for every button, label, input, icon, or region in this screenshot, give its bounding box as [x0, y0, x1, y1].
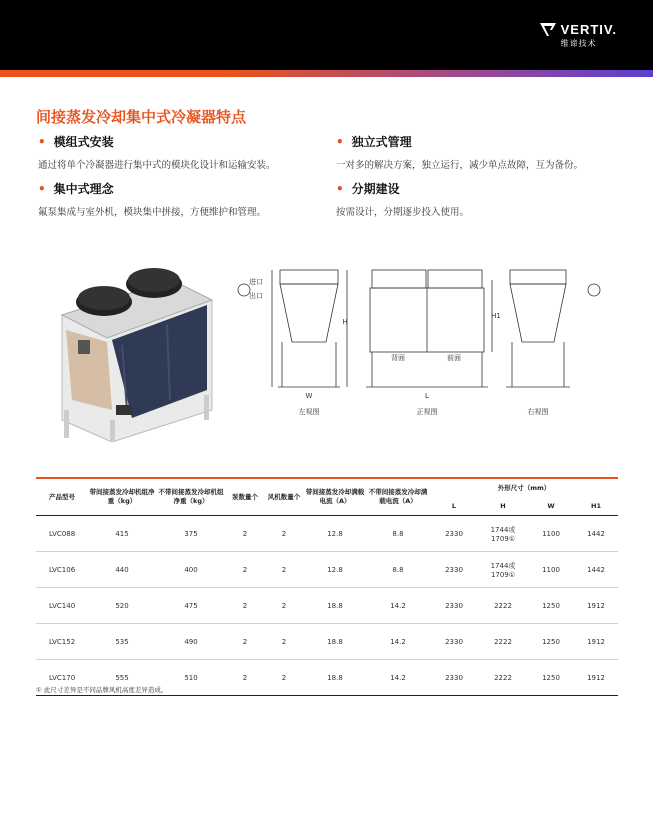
cell-fans: 2: [264, 660, 304, 696]
accent-gradient-bar: [0, 70, 653, 77]
cell-h1: 1442: [574, 552, 618, 588]
vertiv-logo-icon: [540, 23, 556, 37]
bullet-icon: •: [38, 134, 46, 149]
front-view-label: 正视图: [416, 408, 438, 416]
bullet-icon: •: [336, 134, 344, 149]
cell-fans: 2: [264, 624, 304, 660]
cell-h1: 1912: [574, 588, 618, 624]
feature-desc: 通过将单个冷凝器进行集中式的模块化设计和运输安装。: [38, 160, 276, 171]
feature-title: 分期建设: [351, 182, 400, 196]
feature-title: 独立式管理: [351, 135, 412, 149]
cell-l: 2330: [430, 624, 478, 660]
feature-centralized: [38, 180, 266, 218]
footnote: ① 此尺寸差异是不同品牌风机高度差异造成。: [36, 686, 168, 694]
cell-l: 2330: [430, 516, 478, 552]
cell-w: 1100: [528, 516, 574, 552]
cell-current-without: 14.2: [366, 624, 430, 660]
cell-model: LVC106: [36, 552, 88, 588]
cell-l: 2330: [430, 552, 478, 588]
cell-h: 2222: [478, 624, 528, 660]
col-model: 产品型号: [36, 478, 88, 516]
cell-weight-without: 400: [156, 552, 226, 588]
cell-weight-with: 555: [88, 660, 156, 696]
col-current-with: 带间接蒸发冷却满载电流（A）: [304, 478, 366, 516]
dim-h1-label: H1: [491, 312, 501, 320]
feature-desc: 氟泵集成与室外机，模块集中拼接，方便维护和管理。: [38, 207, 267, 218]
back-label: 背面: [391, 354, 405, 362]
dim-w-label: W: [305, 392, 313, 400]
bullet-icon: •: [38, 181, 46, 196]
cell-weight-with: 520: [88, 588, 156, 624]
cell-weight-without: 490: [156, 624, 226, 660]
cell-h: 1744或1709①: [478, 552, 528, 588]
page-title: 间接蒸发冷却集中式冷凝器特点: [36, 108, 247, 126]
inlet-label: 进口: [249, 278, 263, 286]
cell-weight-without: 375: [156, 516, 226, 552]
feature-desc: 按需设计，分期逐步投入使用。: [336, 207, 470, 218]
cell-h: 2222: [478, 660, 528, 696]
col-w: W: [528, 497, 574, 516]
cell-w: 1250: [528, 624, 574, 660]
dimension-drawings: [232, 262, 612, 422]
cell-model: LVC140: [36, 588, 88, 624]
cell-current-with: 18.8: [304, 624, 366, 660]
col-fans: 风机数量个: [264, 478, 304, 516]
feature-phased: [336, 180, 469, 218]
table-row: [36, 516, 618, 552]
right-view-label: 右视图: [527, 408, 549, 416]
bullet-icon: •: [336, 181, 344, 196]
cell-h1: 1442: [574, 516, 618, 552]
cell-weight-with: 535: [88, 624, 156, 660]
feature-independent: [336, 133, 583, 171]
col-h: H: [478, 497, 528, 516]
cell-pumps: 2: [226, 660, 264, 696]
feature-modular: [38, 133, 276, 171]
cell-current-with: 18.8: [304, 588, 366, 624]
cell-h: 1744或1709①: [478, 516, 528, 552]
front-label: 前面: [447, 354, 461, 362]
cell-fans: 2: [264, 516, 304, 552]
col-current-without: 不带间接蒸发冷却满载电流（A）: [366, 478, 430, 516]
feature-title: 模组式安装: [53, 135, 114, 149]
dim-l-label: L: [425, 392, 429, 400]
cell-model: LVC088: [36, 516, 88, 552]
col-h1: H1: [574, 497, 618, 516]
cell-w: 1250: [528, 588, 574, 624]
col-weight-with: 带间接蒸发冷却机组净重（kg）: [88, 478, 156, 516]
col-pumps: 泵数量个: [226, 478, 264, 516]
cell-model: LVC170: [36, 660, 88, 696]
col-weight-without: 不带间接蒸发冷却机组净重（kg）: [156, 478, 226, 516]
cell-current-without: 8.8: [366, 516, 430, 552]
outlet-label: 出口: [249, 292, 263, 300]
cell-weight-with: 440: [88, 552, 156, 588]
cell-model: LVC152: [36, 624, 88, 660]
brand-name: VERTIV.: [560, 22, 617, 37]
cell-current-without: 14.2: [366, 588, 430, 624]
cell-l: 2330: [430, 660, 478, 696]
feature-desc: 一对多的解决方案，独立运行，减少单点故障，互为备份。: [336, 160, 584, 171]
header-bar: [0, 0, 653, 70]
cell-w: 1100: [528, 552, 574, 588]
col-l: L: [430, 497, 478, 516]
cell-current-with: 18.8: [304, 660, 366, 696]
dim-h-label: H: [342, 318, 348, 326]
cell-current-without: 8.8: [366, 552, 430, 588]
table-row: [36, 552, 618, 588]
cell-weight-without: 475: [156, 588, 226, 624]
table-row: [36, 624, 618, 660]
cell-pumps: 2: [226, 552, 264, 588]
brand-logo: [540, 22, 617, 49]
cell-l: 2330: [430, 588, 478, 624]
cell-weight-with: 415: [88, 516, 156, 552]
cell-pumps: 2: [226, 588, 264, 624]
table-row: [36, 588, 618, 624]
spec-table: [36, 477, 618, 696]
cell-h1: 1912: [574, 624, 618, 660]
cell-fans: 2: [264, 588, 304, 624]
cell-current-without: 14.2: [366, 660, 430, 696]
cell-h: 2222: [478, 588, 528, 624]
cell-weight-without: 510: [156, 660, 226, 696]
cell-w: 1250: [528, 660, 574, 696]
cell-pumps: 2: [226, 624, 264, 660]
cell-current-with: 12.8: [304, 552, 366, 588]
cell-h1: 1912: [574, 660, 618, 696]
cell-current-with: 12.8: [304, 516, 366, 552]
col-dims: 外形尺寸（mm）: [430, 478, 618, 497]
cell-pumps: 2: [226, 516, 264, 552]
feature-title: 集中式理念: [53, 182, 114, 196]
condenser-product-image: [52, 260, 220, 442]
cell-fans: 2: [264, 552, 304, 588]
brand-subtitle: 维谛技术: [560, 39, 597, 48]
left-view-label: 左视图: [298, 408, 320, 416]
